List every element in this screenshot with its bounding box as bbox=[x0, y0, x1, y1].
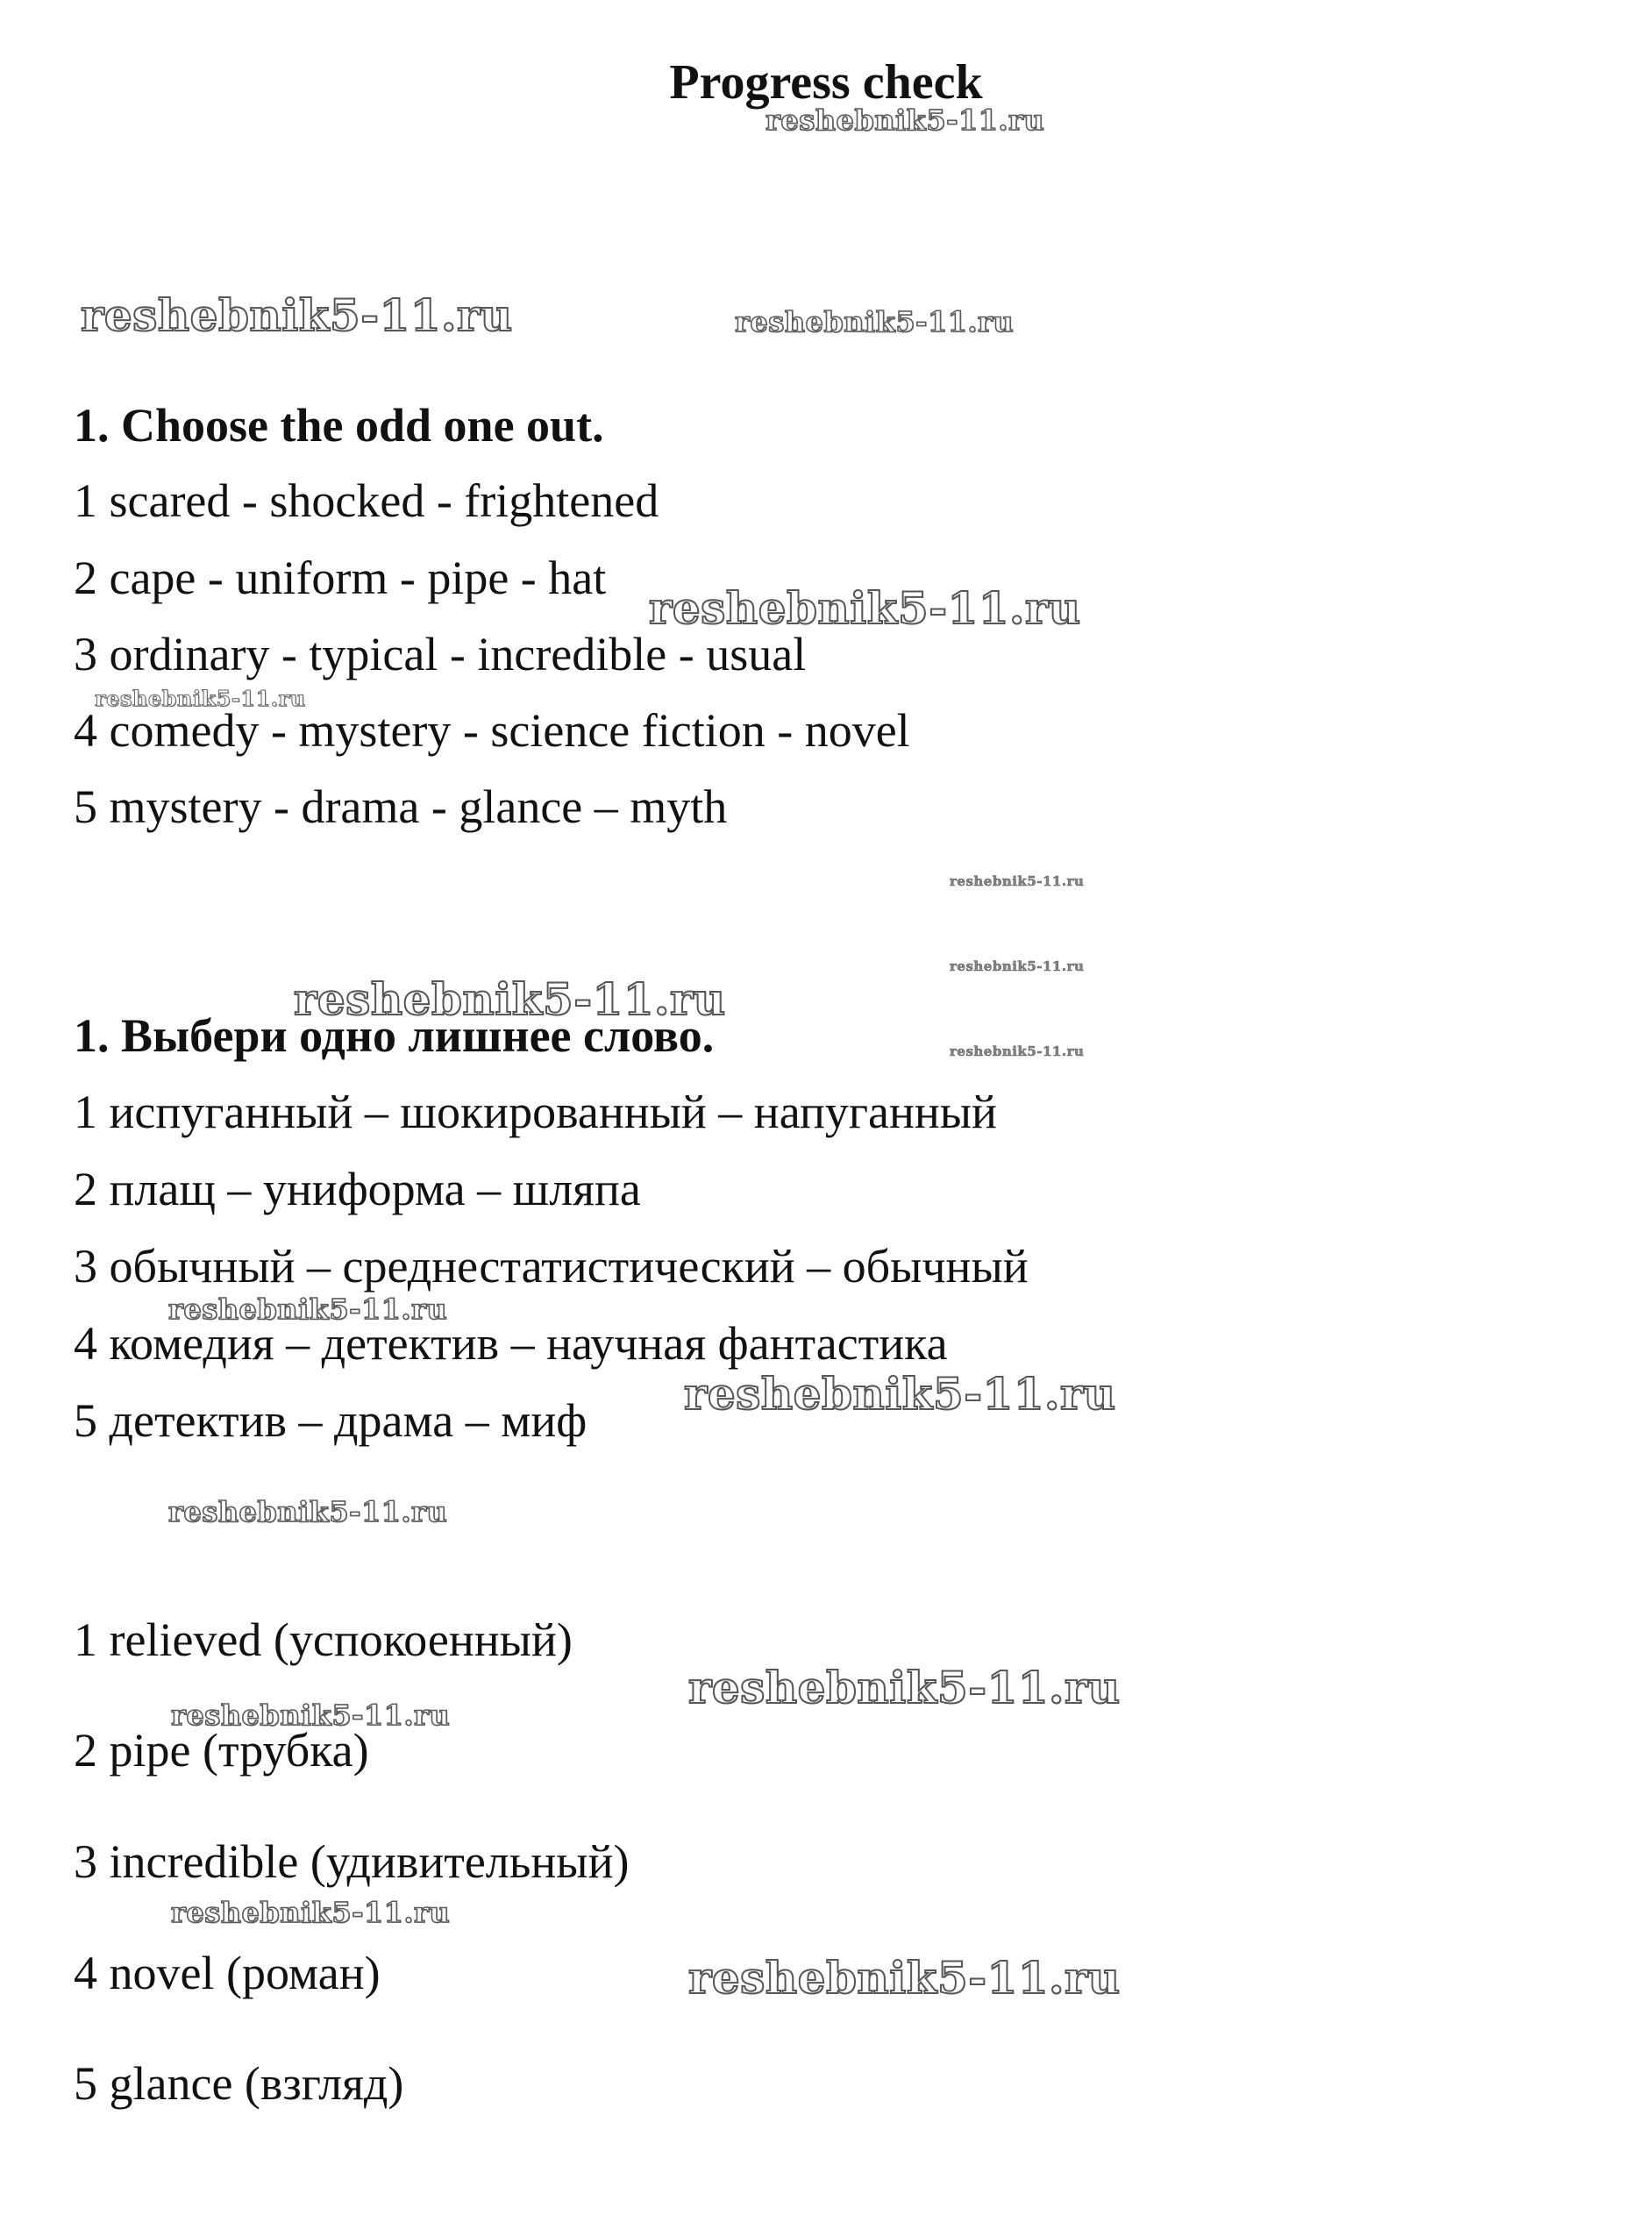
exercise-item-ru-5: 5 детектив – драма – миф bbox=[74, 1394, 587, 1447]
watermark: reshebnik5-11.ru bbox=[950, 873, 1085, 889]
answer-1: 1 relieved (успокоенный) bbox=[74, 1613, 573, 1666]
answer-5: 5 glance (взгляд) bbox=[74, 2057, 404, 2110]
exercise-item-en-1: 1 scared - shocked - frightened bbox=[74, 474, 659, 527]
page-title: Progress check bbox=[669, 55, 983, 110]
exercise-item-en-3: 3 ordinary - typical - incredible - usual bbox=[74, 628, 807, 680]
watermark: reshebnik5-11.ru bbox=[688, 1662, 1121, 1713]
watermark: reshebnik5-11.ru bbox=[95, 686, 306, 711]
watermark: reshebnik5-11.ru bbox=[684, 1368, 1116, 1420]
exercise-item-en-4: 4 comedy - mystery - science fiction - novel bbox=[74, 704, 910, 757]
watermark: reshebnik5-11.ru bbox=[950, 958, 1085, 974]
watermark: reshebnik5-11.ru bbox=[294, 973, 726, 1025]
watermark: reshebnik5-11.ru bbox=[688, 1952, 1121, 2004]
watermark: reshebnik5-11.ru bbox=[649, 582, 1081, 634]
watermark: reshebnik5-11.ru bbox=[735, 305, 1015, 338]
watermark: reshebnik5-11.ru bbox=[81, 289, 513, 341]
exercise-item-en-2: 2 cape - uniform - pipe - hat bbox=[74, 552, 607, 604]
answer-3: 3 incredible (удивительный) bbox=[74, 1835, 630, 1888]
watermark: reshebnik5-11.ru bbox=[765, 103, 1045, 137]
watermark: reshebnik5-11.ru bbox=[168, 1495, 448, 1528]
exercise-heading-ru: 1. Выбери одно лишнее слово. bbox=[74, 1009, 715, 1062]
exercise-item-ru-1: 1 испуганный – шокированный – напуганный bbox=[74, 1086, 997, 1138]
watermark: reshebnik5-11.ru bbox=[168, 1293, 448, 1326]
exercise-item-ru-3: 3 обычный – среднестатистический – обычный bbox=[74, 1240, 1029, 1293]
watermark: reshebnik5-11.ru bbox=[950, 1043, 1085, 1059]
watermark: reshebnik5-11.ru bbox=[171, 1896, 451, 1929]
exercise-heading-en: 1. Choose the odd one out. bbox=[74, 399, 604, 452]
answer-2: 2 pipe (трубка) bbox=[74, 1724, 369, 1777]
watermark: reshebnik5-11.ru bbox=[171, 1699, 451, 1732]
exercise-item-ru-4: 4 комедия – детектив – научная фантастика bbox=[74, 1317, 948, 1370]
exercise-item-en-5: 5 mystery - drama - glance – myth bbox=[74, 780, 728, 833]
answer-4: 4 novel (роман) bbox=[74, 1947, 381, 1999]
exercise-item-ru-2: 2 плащ – униформа – шляпа bbox=[74, 1163, 641, 1215]
